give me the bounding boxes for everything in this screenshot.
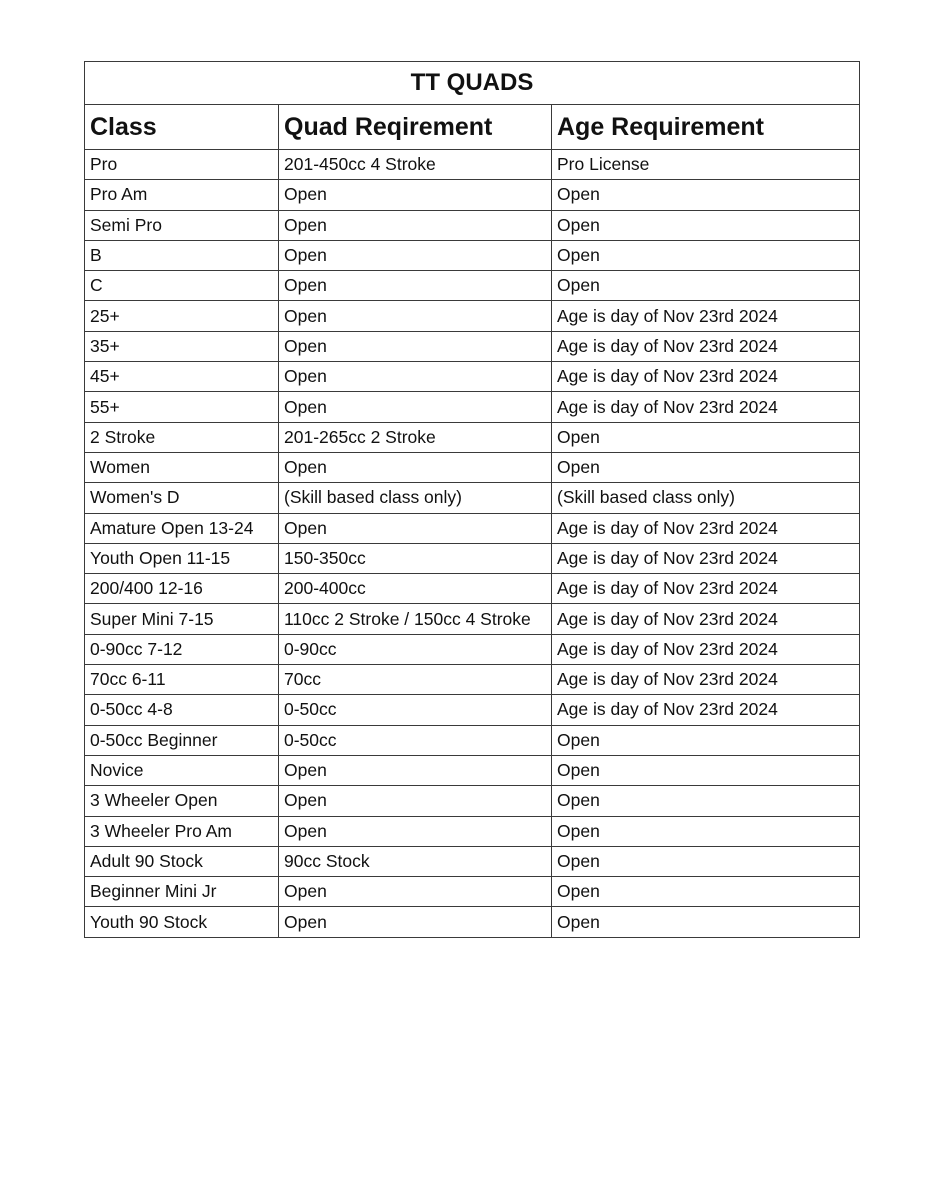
age-requirement-cell: Open: [552, 180, 860, 210]
quad-requirement-cell: Open: [279, 907, 552, 937]
age-requirement-cell: Age is day of Nov 23rd 2024: [552, 362, 860, 392]
age-requirement-cell: Open: [552, 907, 860, 937]
age-requirement-cell: Age is day of Nov 23rd 2024: [552, 392, 860, 422]
quad-requirement-cell: Open: [279, 331, 552, 361]
table-title: TT QUADS: [85, 62, 860, 105]
quad-requirement-cell: Open: [279, 816, 552, 846]
table-row: [85, 210, 860, 240]
quad-requirement-cell: 70cc: [279, 665, 552, 695]
class-cell: Youth 90 Stock: [85, 907, 279, 937]
age-requirement-cell: Age is day of Nov 23rd 2024: [552, 513, 860, 543]
table-row: [85, 240, 860, 270]
class-cell: Pro Am: [85, 180, 279, 210]
table-row: [85, 180, 860, 210]
class-cell: Semi Pro: [85, 210, 279, 240]
requirements-table: [84, 61, 860, 938]
quad-requirement-cell: Open: [279, 271, 552, 301]
age-requirement-cell: Open: [552, 240, 860, 270]
class-cell: 55+: [85, 392, 279, 422]
class-cell: Women: [85, 452, 279, 482]
quad-requirement-cell: Open: [279, 755, 552, 785]
requirements-sheet: [84, 61, 859, 938]
class-cell: 70cc 6-11: [85, 665, 279, 695]
class-column-header: Class: [85, 105, 279, 150]
class-cell: Pro: [85, 150, 279, 180]
quad-requirement-cell: 201-265cc 2 Stroke: [279, 422, 552, 452]
age-requirement-cell: Age is day of Nov 23rd 2024: [552, 665, 860, 695]
quad-requirement-cell: 110cc 2 Stroke / 150cc 4 Stroke: [279, 604, 552, 634]
quad-requirement-cell: 200-400cc: [279, 574, 552, 604]
table-row: [85, 150, 860, 180]
quad-requirement-cell: Open: [279, 301, 552, 331]
quad-requirement-cell: Open: [279, 392, 552, 422]
class-cell: Super Mini 7-15: [85, 604, 279, 634]
class-cell: Women's D: [85, 483, 279, 513]
header-row: [85, 105, 860, 150]
age-requirement-cell: Open: [552, 755, 860, 785]
table-row: [85, 665, 860, 695]
quad-requirement-cell: 90cc Stock: [279, 846, 552, 876]
quad-requirement-cell: Open: [279, 786, 552, 816]
class-cell: 2 Stroke: [85, 422, 279, 452]
quad-requirement-cell: Open: [279, 877, 552, 907]
table-row: [85, 907, 860, 937]
class-cell: Novice: [85, 755, 279, 785]
age-requirement-cell: Age is day of Nov 23rd 2024: [552, 634, 860, 664]
table-row: [85, 452, 860, 482]
age-requirement-column-header: Age Requirement: [552, 105, 860, 150]
class-cell: 35+: [85, 331, 279, 361]
quad-requirement-cell: Open: [279, 210, 552, 240]
quad-requirement-cell: 150-350cc: [279, 543, 552, 573]
class-cell: 25+: [85, 301, 279, 331]
class-cell: 0-90cc 7-12: [85, 634, 279, 664]
table-row: [85, 271, 860, 301]
class-cell: 3 Wheeler Open: [85, 786, 279, 816]
quad-requirement-cell: Open: [279, 362, 552, 392]
table-row: [85, 725, 860, 755]
age-requirement-cell: Age is day of Nov 23rd 2024: [552, 604, 860, 634]
age-requirement-cell: Age is day of Nov 23rd 2024: [552, 695, 860, 725]
class-cell: C: [85, 271, 279, 301]
age-requirement-cell: Open: [552, 422, 860, 452]
table-row: [85, 634, 860, 664]
age-requirement-cell: Open: [552, 725, 860, 755]
table-row: [85, 331, 860, 361]
quad-requirement-cell: (Skill based class only): [279, 483, 552, 513]
quad-requirement-column-header: Quad Reqirement: [279, 105, 552, 150]
quad-requirement-cell: Open: [279, 452, 552, 482]
table-row: [85, 422, 860, 452]
table-row: [85, 513, 860, 543]
age-requirement-cell: Age is day of Nov 23rd 2024: [552, 543, 860, 573]
quad-requirement-cell: 0-50cc: [279, 725, 552, 755]
class-cell: 0-50cc Beginner: [85, 725, 279, 755]
class-cell: 3 Wheeler Pro Am: [85, 816, 279, 846]
class-cell: Youth Open 11-15: [85, 543, 279, 573]
quad-requirement-cell: Open: [279, 240, 552, 270]
age-requirement-cell: Open: [552, 816, 860, 846]
class-cell: Adult 90 Stock: [85, 846, 279, 876]
class-cell: B: [85, 240, 279, 270]
age-requirement-cell: Open: [552, 786, 860, 816]
age-requirement-cell: Open: [552, 846, 860, 876]
age-requirement-cell: Open: [552, 210, 860, 240]
class-cell: 0-50cc 4-8: [85, 695, 279, 725]
table-row: [85, 301, 860, 331]
title-row: [85, 62, 860, 105]
table-row: [85, 392, 860, 422]
age-requirement-cell: (Skill based class only): [552, 483, 860, 513]
class-cell: 200/400 12-16: [85, 574, 279, 604]
table-row: [85, 695, 860, 725]
table-body: [85, 150, 860, 938]
quad-requirement-cell: Open: [279, 513, 552, 543]
quad-requirement-cell: 0-90cc: [279, 634, 552, 664]
quad-requirement-cell: Open: [279, 180, 552, 210]
class-cell: Beginner Mini Jr: [85, 877, 279, 907]
age-requirement-cell: Age is day of Nov 23rd 2024: [552, 574, 860, 604]
age-requirement-cell: Pro License: [552, 150, 860, 180]
table-row: [85, 755, 860, 785]
age-requirement-cell: Open: [552, 271, 860, 301]
table-row: [85, 362, 860, 392]
age-requirement-cell: Open: [552, 877, 860, 907]
table-row: [85, 816, 860, 846]
age-requirement-cell: Age is day of Nov 23rd 2024: [552, 331, 860, 361]
class-cell: Amature Open 13-24: [85, 513, 279, 543]
table-row: [85, 543, 860, 573]
table-row: [85, 786, 860, 816]
table-row: [85, 483, 860, 513]
table-row: [85, 574, 860, 604]
class-cell: 45+: [85, 362, 279, 392]
age-requirement-cell: Age is day of Nov 23rd 2024: [552, 301, 860, 331]
quad-requirement-cell: 0-50cc: [279, 695, 552, 725]
table-row: [85, 604, 860, 634]
age-requirement-cell: Open: [552, 452, 860, 482]
table-row: [85, 877, 860, 907]
table-row: [85, 846, 860, 876]
quad-requirement-cell: 201-450cc 4 Stroke: [279, 150, 552, 180]
